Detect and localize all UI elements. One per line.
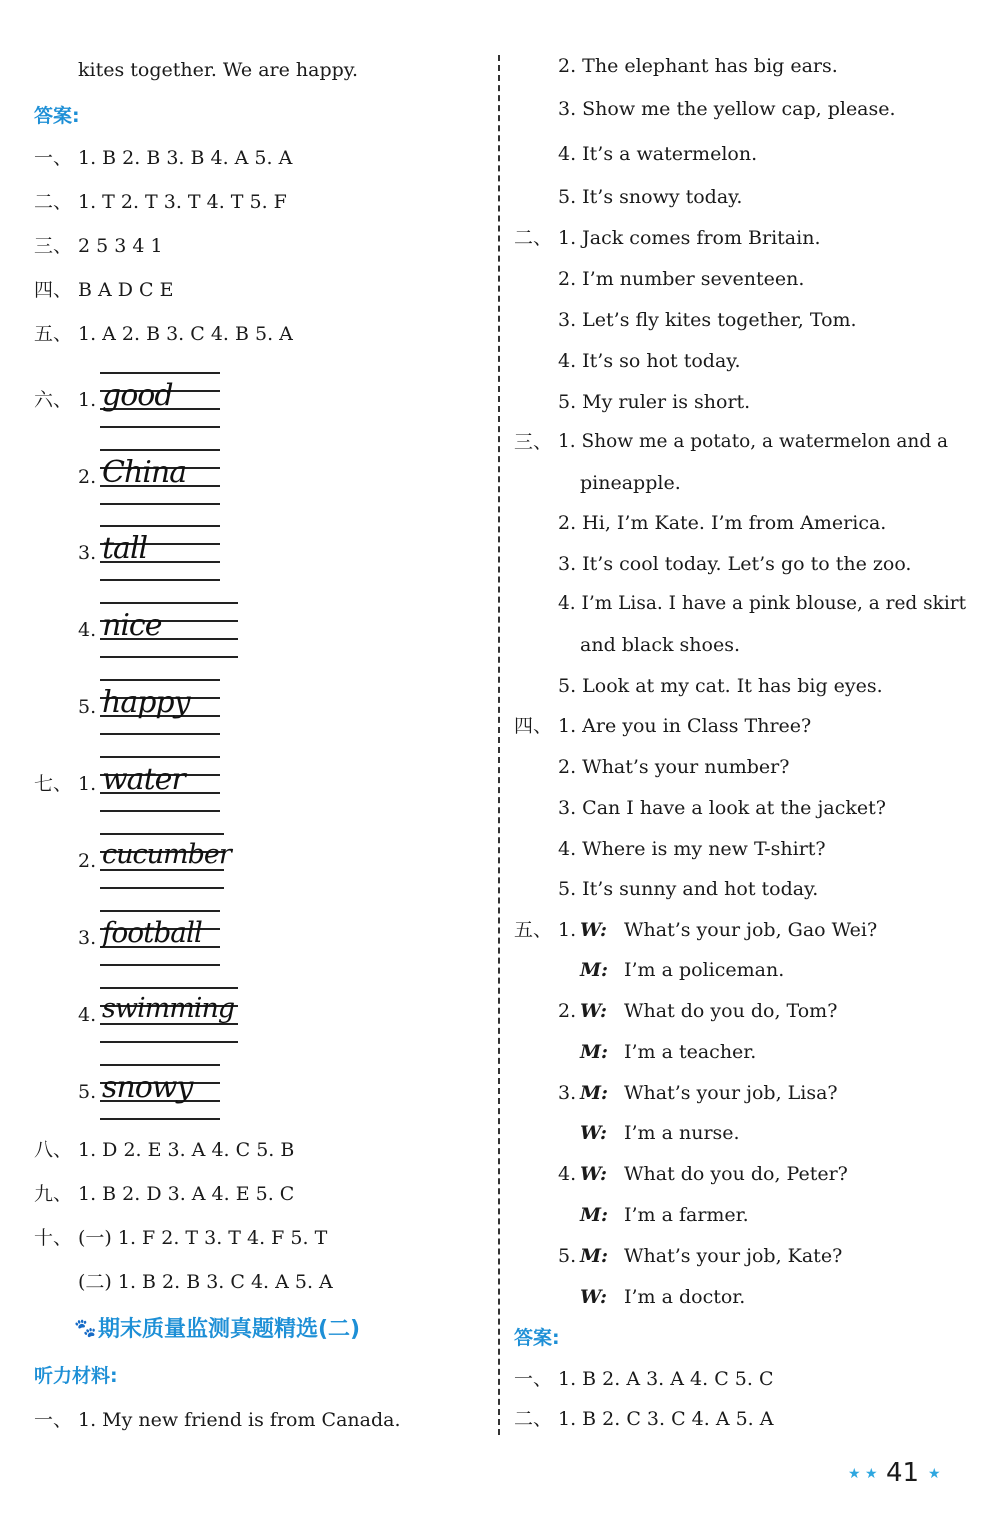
handwritten-word: China [102, 455, 187, 490]
text-line: 2. Hi, I’m Kate. I’m from America. [558, 512, 887, 534]
text-line: 5. Look at my cat. It has big eyes. [558, 675, 883, 697]
section-label: 四、 [514, 715, 553, 737]
speaker-label: M: [580, 1204, 609, 1226]
section-label: 七、 [34, 773, 73, 795]
text-line: 3. It’s cool today. Let’s go to the zoo. [558, 553, 912, 575]
page-number: 41 [886, 1458, 920, 1488]
speaker-label: M: [580, 1082, 609, 1104]
speaker-label: W: [580, 1163, 608, 1185]
handwriting-box [100, 677, 220, 737]
speaker-label: M: [580, 1041, 609, 1063]
text-line: 2. I’m number seventeen. [558, 268, 805, 290]
handwriting-box [100, 985, 238, 1045]
section-label: 五、 [514, 919, 553, 941]
carry-over-line: kites together. We are happy. [78, 59, 359, 81]
section-label: 二、 [514, 227, 553, 249]
handwritten-word: nice [102, 608, 162, 643]
handwriting-box [100, 600, 238, 660]
handwritten-word: good [102, 378, 173, 413]
speaker-label: W: [580, 919, 608, 941]
speaker-label: W: [580, 1122, 608, 1144]
text-line: 4. It’s so hot today. [558, 350, 741, 372]
speaker-label: M: [580, 1245, 609, 1267]
answer-heading: 答案: [514, 1327, 560, 1349]
text-line: 4. I’m Lisa. I have a pink blouse, a red skirt [558, 593, 967, 614]
speaker-label: M: [580, 959, 609, 981]
paw-icon: 🐾 [74, 1318, 97, 1339]
text-line: and black shoes. [580, 634, 740, 656]
handwritten-word: water [102, 762, 185, 797]
section-label: 三、 [514, 431, 553, 453]
column-divider [498, 55, 500, 1435]
handwritten-word: snowy [102, 1070, 193, 1105]
star-decoration-icon: ★ [928, 1466, 941, 1482]
text-line: 2. The elephant has big ears. [558, 55, 838, 77]
text-line: 5. It’s snowy today. [558, 186, 743, 208]
answer-heading: 答案: [34, 105, 80, 127]
handwritten-word: happy [102, 685, 190, 720]
handwriting-box [100, 447, 220, 507]
text-line: 3. Can I have a look at the jacket? [558, 797, 886, 819]
text-line: 1. Jack comes from Britain. [558, 227, 821, 249]
text-line: 3. Show me the yellow cap, please. [558, 98, 896, 120]
text-line: 1. Show me a potato, a watermelon and a [558, 431, 949, 452]
speaker-label: W: [580, 1286, 608, 1308]
star-decoration-icon: ★ ★ [848, 1466, 878, 1482]
text-line: 2. What’s your number? [558, 756, 790, 778]
text-line: 5. It’s sunny and hot today. [558, 878, 819, 900]
handwritten-word: cucumber [102, 839, 231, 870]
handwritten-word: swimming [102, 993, 235, 1024]
handwriting-box [100, 523, 220, 583]
text-line: 4. Where is my new T-shirt? [558, 838, 826, 860]
handwriting-box [100, 908, 220, 968]
listening-heading: 听力材料: [34, 1365, 118, 1387]
handwritten-word: tall [102, 531, 148, 566]
speaker-label: W: [580, 1000, 608, 1022]
handwriting-box [100, 831, 231, 891]
handwriting-box [100, 370, 220, 430]
handwritten-word: football [102, 916, 202, 949]
text-line: 4. It’s a watermelon. [558, 143, 758, 165]
text-line: 5. My ruler is short. [558, 391, 751, 413]
text-line: 3. Let’s fly kites together, Tom. [558, 309, 857, 331]
text-line: 1. Are you in Class Three? [558, 715, 812, 737]
section-title: 期末质量监测真题精选(二) [98, 1317, 361, 1342]
handwriting-box [100, 1062, 220, 1122]
text-line: pineapple. [580, 472, 681, 494]
handwriting-box [100, 754, 220, 814]
section-label: 六、 [34, 389, 73, 411]
